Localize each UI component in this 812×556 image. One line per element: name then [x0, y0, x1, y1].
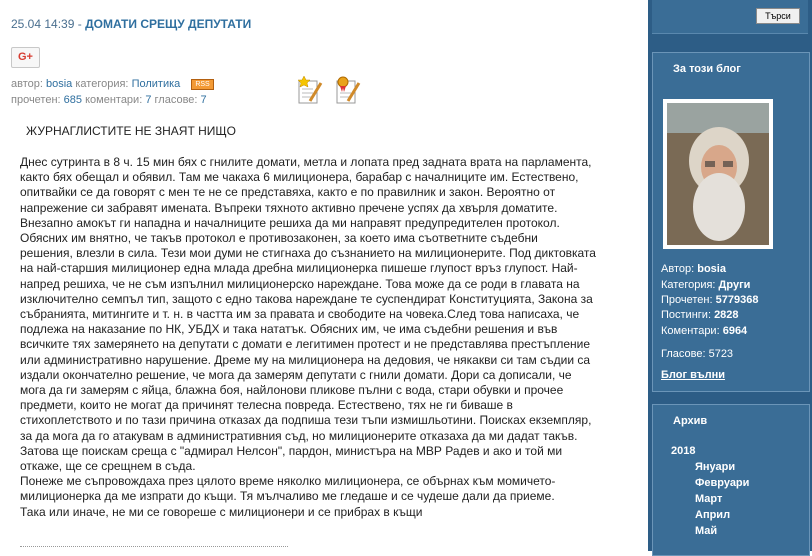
body-line: издали окончателно решение, че мога да замерям депутати с гнили домати. Дори са дописали, че: [20, 367, 572, 382]
about-category: Категория: Други: [661, 279, 751, 291]
category-link[interactable]: Политика: [131, 78, 181, 90]
body-line: или административно нарушение. Дреме му на милиционера на дедовия, че някакви си там съдии са: [20, 352, 591, 367]
post-title[interactable]: ДОМАТИ СРЕЩУ ДЕПУТАТИ: [85, 17, 252, 31]
body-line: на най-старшия милиционер една млада дребна милиционерка пишеше глупост връз глупост. Най-: [20, 261, 578, 276]
body-line: Днес сутринта в 8 ч. 15 мин бях с гнилите домати, метла и лопата пред задната врата на парламента,: [20, 155, 592, 169]
archive-title: Архив: [673, 415, 708, 427]
about-category-link[interactable]: Други: [718, 279, 751, 291]
archive-month[interactable]: Май: [695, 525, 718, 537]
post-datetime: 25.04 14:39 -: [11, 17, 82, 31]
author-photo-icon: [667, 103, 769, 245]
archive-month[interactable]: Март: [695, 493, 723, 505]
divider: [20, 546, 288, 547]
author-link[interactable]: bosia: [46, 78, 73, 90]
author-avatar: [663, 99, 773, 249]
award-pencil-icon[interactable]: [334, 75, 362, 105]
body-line: Понеже ме съпровождаха през цялото време няколко милиционера, се обърнах към момичето-: [20, 474, 556, 489]
votes-link[interactable]: 7: [200, 94, 207, 106]
body-line: милиционерка да ме изпрати до къщи. Тя мълчаливо ме гледаше и се чудеше дали да приеме.: [20, 489, 555, 504]
sidebar: [648, 0, 812, 551]
about-author: Автор: bosia: [661, 263, 726, 275]
body-line: събранията, митингите и т. н. в частта им за правата и свободите на човека.След това написаха, че: [20, 307, 580, 322]
google-plus-button[interactable]: G+: [11, 47, 40, 68]
archive-month[interactable]: Януари: [695, 461, 736, 473]
post-body: [20, 155, 618, 520]
body-line: мога да ги замерям с яйца, блажна боя, найлонови пликове пълни с вода, стари обувки и прочее: [20, 383, 564, 398]
body-line: стихоплетството и по тази причина отказах да подпиша тези тъпи измишльотини. Поисках екземпляр,: [20, 413, 592, 428]
body-line: решения, влезли в сила. Тези мои думи не стигнаха до съзнанието на милиционерите. Под диктовката: [20, 246, 596, 261]
body-line: изключително семпъл тип, защото с едно такова нареждане те суспендират Конституцията, Закона за: [20, 291, 593, 306]
post-meta-line-1: автор: bosia категория: Политика RSS: [11, 78, 214, 90]
body-line: Внезапно амокът ги нападна и началниците решиха да ми направят предупредителен протокол.: [20, 215, 560, 230]
body-line: опитвайки се да говорят с мен те не се представяха, както е по правилник и закон. Вероятно от: [20, 185, 556, 200]
body-line: подлежа на наказание по НК, УБДХ и така нататък. Обясних им, че има съдебни решения и във: [20, 322, 558, 337]
body-line: Обясних им внятно, че такъв протокол е противозаконен, за което има съответните съдебни: [20, 231, 538, 246]
body-line: предмети, които не могат да причинят телесна повреда. Естествено, тях не ги биваше в: [20, 398, 513, 413]
body-line: всичките тях замерянето на депутати с домати е легитимен протест и не представлява престъпление: [20, 337, 591, 352]
post-meta-line-2: прочетен: 685 коментари: 7 гласове: 7: [11, 94, 207, 106]
archive-year[interactable]: 2018: [671, 445, 696, 457]
about-comments: Коментари: 6964: [661, 325, 748, 337]
about-votes: Гласове: 5723: [661, 348, 734, 360]
body-line: откаже, ще се срещнем в съда.: [20, 459, 196, 474]
body-line: напред решиха, че не съм изпълнил милиционерско нареждане. Това може да се роди в главата на: [20, 276, 580, 291]
search-box: [652, 0, 808, 34]
about-title: За този блог: [673, 63, 741, 75]
post-intro: ЖУРНАГЛИСТИТЕ НЕ ЗНАЯТ НИЩО: [26, 124, 236, 138]
favorite-pencil-icon[interactable]: [296, 75, 324, 105]
read-count: 685: [63, 94, 83, 106]
comments-link[interactable]: 7: [145, 94, 152, 106]
blog-waves-link[interactable]: Блог вълни: [661, 369, 726, 381]
body-line: напрежение си забравят имената. Въпреки тяхното активно пречене успях да хвърля доматите.: [20, 200, 558, 215]
archive-month[interactable]: Април: [695, 509, 731, 521]
about-author-link[interactable]: bosia: [697, 263, 726, 275]
archive-month[interactable]: Февруари: [695, 477, 750, 489]
body-line: за да мога да го атакувам в административния съд, но милиционерите отказаха да ми дадат такъв.: [20, 428, 578, 443]
about-blog-box: [652, 52, 810, 392]
search-button[interactable]: Търси: [756, 8, 800, 24]
about-posts: Постинги: 2828: [661, 309, 739, 321]
body-line: Затова ще поискам среща с "адмирал Нелсон", пардон, министъра на МВР Радев и ако и той ми: [20, 443, 563, 458]
archive-box: [652, 404, 810, 556]
rss-button[interactable]: RSS: [191, 79, 213, 90]
body-line: както бях обещал и обявил. Там ме чакаха 6 милиционера, барабар с началниците им. Естествено,: [20, 170, 579, 185]
about-read: Прочетен: 5779368: [661, 294, 759, 306]
post-header: [11, 17, 251, 31]
body-line: Така или иначе, не ми се говореше с милиционери и се прибрах в къщи: [20, 504, 423, 519]
